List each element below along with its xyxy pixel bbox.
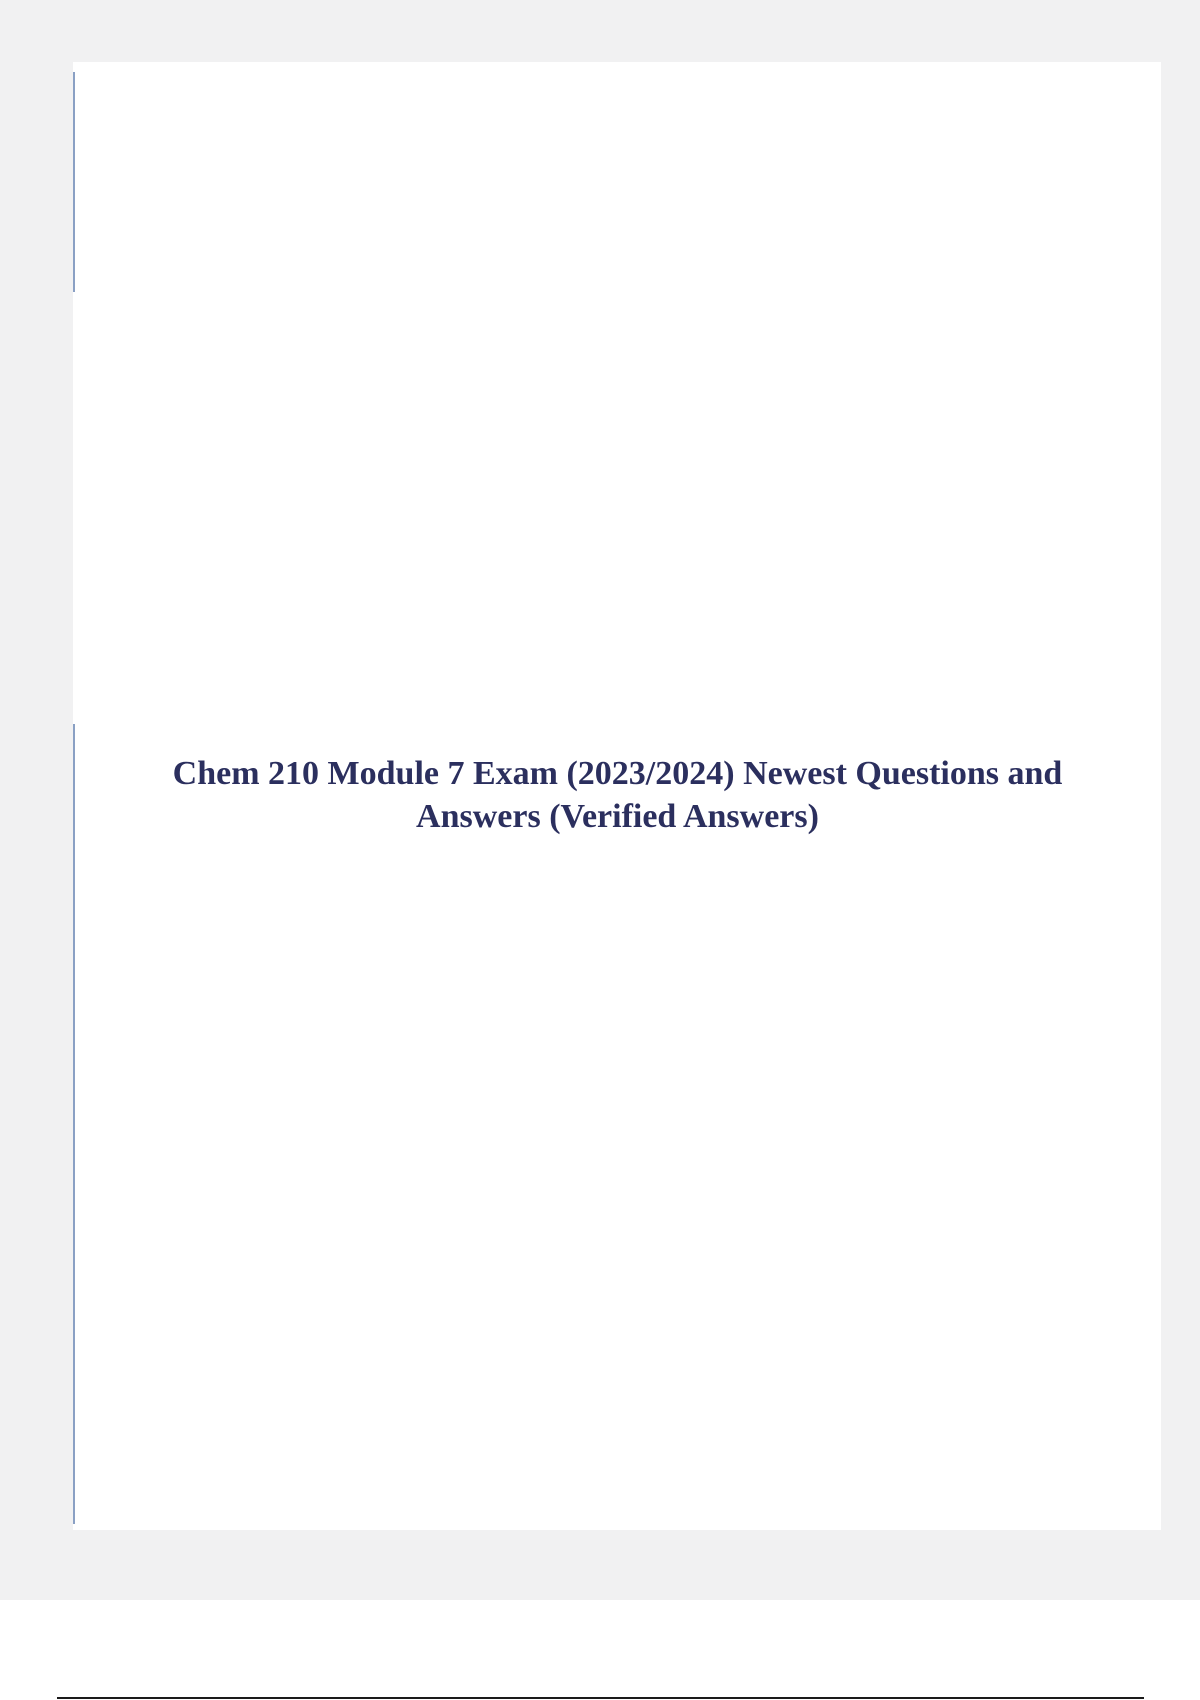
page-margin-rule-top: [73, 72, 75, 292]
next-page-area: [0, 1600, 1200, 1700]
page-margin-rule-bottom: [73, 724, 75, 1524]
next-page-divider: [57, 1697, 1144, 1699]
document-title: Chem 210 Module 7 Exam (2023/2024) Newest Questions and Answers (Verified Answers): [172, 755, 1063, 835]
